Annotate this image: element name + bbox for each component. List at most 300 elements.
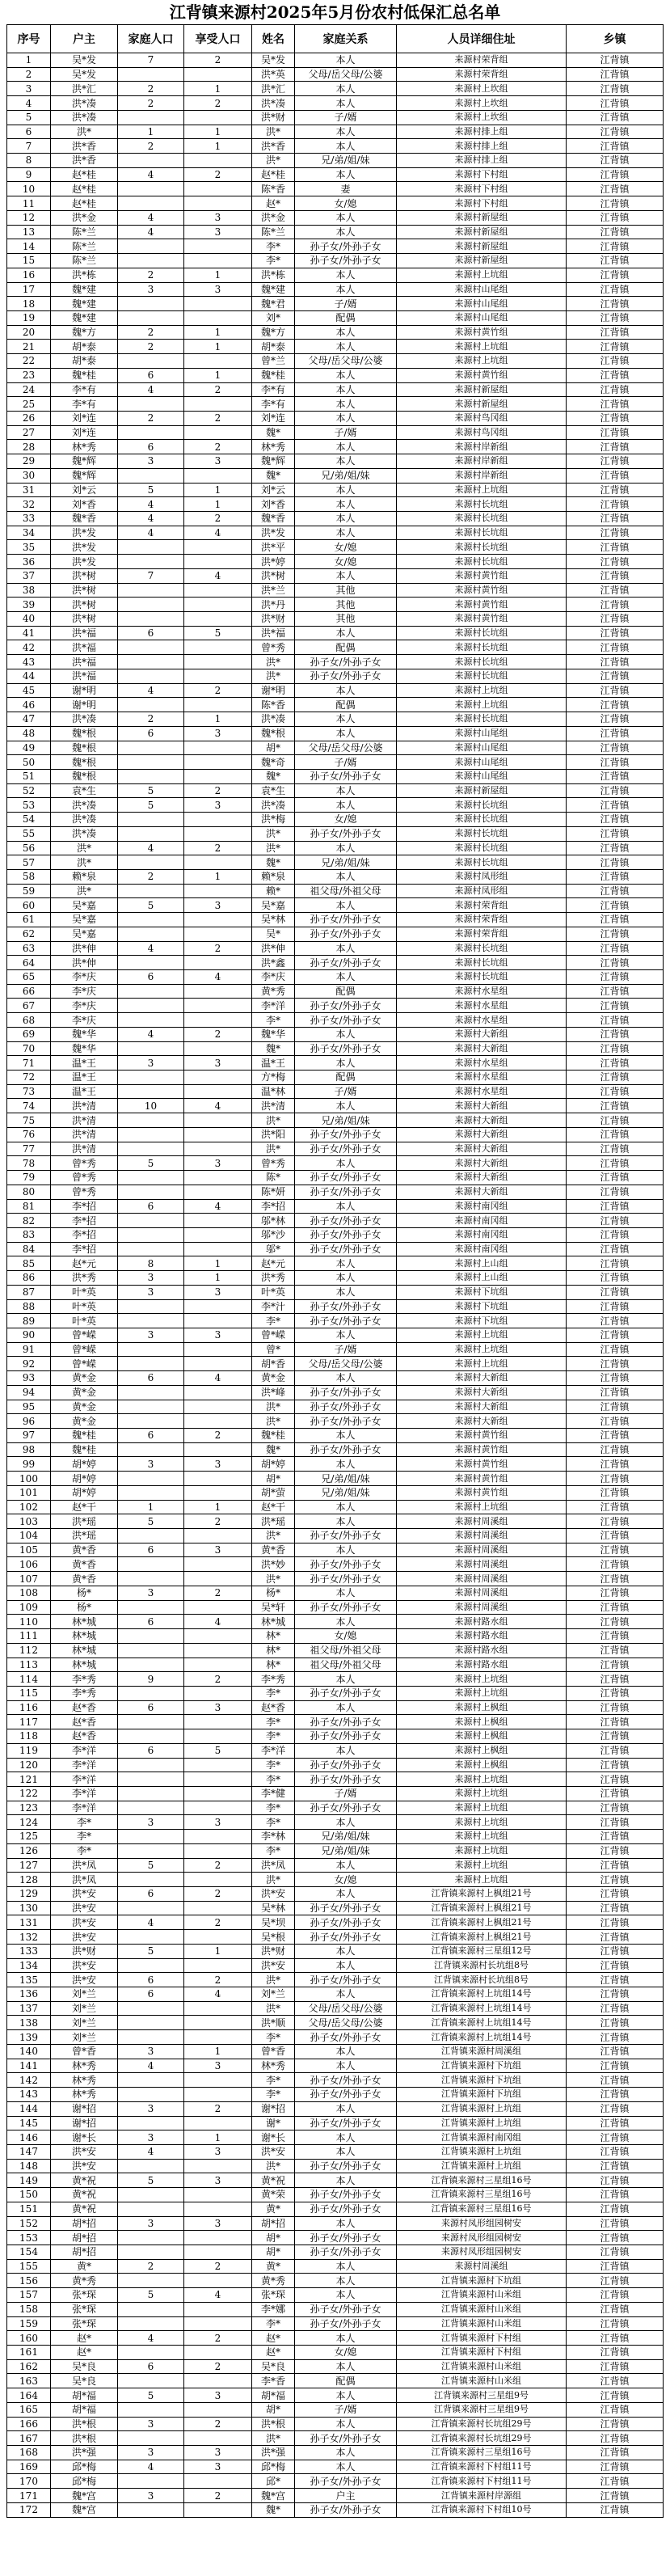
cell-relationship: 兄/弟/姐/妹 <box>295 1830 397 1844</box>
cell-beneficiary-count: 2 <box>184 382 252 397</box>
cell-index: 104 <box>7 1529 51 1543</box>
cell-relationship: 配偶 <box>295 984 397 999</box>
cell-township: 江背镇 <box>567 956 664 970</box>
cell-index: 20 <box>7 325 51 340</box>
cell-household-head: 赵*桂 <box>51 167 118 182</box>
cell-relationship: 本人 <box>295 2460 397 2474</box>
cell-name: 洪*强 <box>252 2446 295 2460</box>
cell-address: 来源村上枫组 <box>397 1729 567 1744</box>
cell-address: 来源村周溪组 <box>397 1514 567 1529</box>
cell-name: 洪*兰 <box>252 583 295 598</box>
cell-beneficiary-count <box>184 884 252 898</box>
cell-relationship: 本人 <box>295 368 397 382</box>
cell-relationship: 本人 <box>295 941 397 956</box>
cell-relationship: 孙子女/外孙子女 <box>295 1400 397 1414</box>
cell-family-size <box>118 239 184 254</box>
cell-township: 江背镇 <box>567 669 664 683</box>
cell-relationship: 其他 <box>295 583 397 598</box>
cell-address: 江背镇来源村长坑组29号 <box>397 2417 567 2431</box>
table-row <box>7 1185 664 1199</box>
cell-beneficiary-count <box>184 468 252 483</box>
cell-family-size: 5 <box>118 1156 184 1171</box>
cell-relationship: 兄/弟/姐/妹 <box>295 154 397 168</box>
cell-index: 74 <box>7 1099 51 1113</box>
header-address: 人员详细住址 <box>397 25 567 53</box>
cell-relationship: 本人 <box>295 1371 397 1386</box>
cell-township: 江背镇 <box>567 2460 664 2474</box>
cell-name: 魏* <box>252 2502 295 2517</box>
cell-address: 江背镇来源村下村组 <box>397 2331 567 2346</box>
cell-family-size: 6 <box>118 1543 184 1557</box>
table-row <box>7 869 664 884</box>
cell-address: 来源村路水组 <box>397 1615 567 1629</box>
cell-family-size <box>118 2316 184 2331</box>
cell-name: 温*王 <box>252 1056 295 1071</box>
cell-name: 李* <box>252 1815 295 1830</box>
table-row <box>7 970 664 985</box>
cell-relationship: 孙子女/外孙子女 <box>295 1414 397 1429</box>
cell-name: 洪*凑 <box>252 712 295 727</box>
cell-name: 李* <box>252 1686 295 1700</box>
cell-index: 132 <box>7 1930 51 1945</box>
cell-relationship: 孙子女/外孙子女 <box>295 2231 397 2245</box>
cell-address: 来源村上坑组 <box>397 1342 567 1357</box>
cell-household-head: 魏*宫 <box>51 2489 118 2503</box>
cell-index: 98 <box>7 1442 51 1457</box>
table-row <box>7 2288 664 2303</box>
cell-index: 67 <box>7 999 51 1013</box>
cell-name: 吴*林 <box>252 913 295 927</box>
table-row <box>7 1299 664 1314</box>
cell-address: 来源村新屋组 <box>397 397 567 412</box>
cell-index: 32 <box>7 497 51 512</box>
table-row <box>7 1371 664 1386</box>
cell-address: 来源村上坑组 <box>397 1858 567 1873</box>
table-row <box>7 254 664 268</box>
cell-township: 江背镇 <box>567 1958 664 1973</box>
cell-household-head: 李*秀 <box>51 1686 118 1700</box>
cell-family-size: 6 <box>118 726 184 741</box>
table-row <box>7 841 664 855</box>
cell-family-size <box>118 583 184 598</box>
cell-township: 江背镇 <box>567 2059 664 2073</box>
cell-name: 魏* <box>252 769 295 783</box>
cell-beneficiary-count <box>184 1357 252 1371</box>
cell-name: 赖* <box>252 884 295 898</box>
cell-beneficiary-count: 2 <box>184 2101 252 2116</box>
cell-household-head: 黄*金 <box>51 1400 118 1414</box>
cell-address: 来源村上坑组 <box>397 683 567 698</box>
cell-household-head: 黄*祝 <box>51 2188 118 2202</box>
cell-household-head: 谢*长 <box>51 2130 118 2145</box>
cell-index: 147 <box>7 2144 51 2159</box>
cell-index: 61 <box>7 913 51 927</box>
cell-beneficiary-count: 2 <box>184 1514 252 1529</box>
cell-relationship: 孙子女/外孙子女 <box>295 999 397 1013</box>
cell-address: 江背镇来源村上坑组 <box>397 2116 567 2130</box>
table-row <box>7 210 664 225</box>
cell-address: 来源村上坑组 <box>397 1873 567 1887</box>
cell-relationship: 妻 <box>295 182 397 196</box>
page-title: 江背镇来源村2025年5月份农村低保汇总名单 <box>169 2 501 22</box>
cell-beneficiary-count <box>184 2073 252 2088</box>
cell-relationship: 本人 <box>295 2173 397 2188</box>
cell-address: 江背镇来源村下坑组 <box>397 2088 567 2102</box>
table-row <box>7 2460 664 2474</box>
cell-family-size: 4 <box>118 2144 184 2159</box>
cell-household-head: 魏*辉 <box>51 454 118 469</box>
cell-name: 李* <box>252 1314 295 1328</box>
cell-beneficiary-count <box>184 540 252 555</box>
cell-index: 143 <box>7 2088 51 2102</box>
table-row <box>7 956 664 970</box>
cell-township: 江背镇 <box>567 555 664 569</box>
cell-index: 90 <box>7 1328 51 1342</box>
cell-address: 来源村新屋组 <box>397 254 567 268</box>
cell-beneficiary-count <box>184 1041 252 1056</box>
cell-beneficiary-count <box>184 425 252 440</box>
cell-beneficiary-count <box>184 984 252 999</box>
cell-name: 洪*财 <box>252 1944 295 1958</box>
table-row <box>7 1743 664 1758</box>
cell-family-size: 5 <box>118 2173 184 2188</box>
cell-index: 138 <box>7 2016 51 2030</box>
cell-address: 来源村山尾组 <box>397 755 567 770</box>
cell-household-head: 洪*福 <box>51 655 118 669</box>
cell-beneficiary-count: 4 <box>184 1371 252 1386</box>
cell-household-head: 黄* <box>51 2259 118 2274</box>
cell-address: 来源村黄竹组 <box>397 368 567 382</box>
table-row <box>7 440 664 454</box>
table-row <box>7 1199 664 1214</box>
table-row <box>7 454 664 469</box>
cell-household-head: 吴*嘉 <box>51 927 118 941</box>
cell-township: 江背镇 <box>567 898 664 913</box>
table-row <box>7 769 664 783</box>
cell-name: 洪* <box>252 2431 295 2446</box>
cell-beneficiary-count: 1 <box>184 869 252 884</box>
cell-index: 105 <box>7 1543 51 1557</box>
table-row <box>7 125 664 139</box>
cell-relationship: 孙子女/外孙子女 <box>295 1930 397 1945</box>
table-row <box>7 2101 664 2116</box>
cell-township: 江背镇 <box>567 1400 664 1414</box>
cell-household-head: 洪*凑 <box>51 826 118 841</box>
header-township: 乡镇 <box>567 25 664 53</box>
cell-household-head: 洪*凤 <box>51 1873 118 1887</box>
cell-beneficiary-count <box>184 1658 252 1672</box>
cell-beneficiary-count: 3 <box>184 2388 252 2403</box>
cell-beneficiary-count <box>184 999 252 1013</box>
cell-household-head: 洪*清 <box>51 1127 118 1142</box>
cell-household-head: 林*城 <box>51 1658 118 1672</box>
cell-family-size: 2 <box>118 268 184 282</box>
cell-relationship: 子/婿 <box>295 297 397 311</box>
cell-relationship: 孙子女/外孙子女 <box>295 1214 397 1228</box>
table-row <box>7 1171 664 1185</box>
cell-family-size: 7 <box>118 53 184 68</box>
cell-name: 曾*香 <box>252 2044 295 2059</box>
cell-address: 江背镇来源村上枫组21号 <box>397 1887 567 1902</box>
cell-township: 江背镇 <box>567 354 664 369</box>
cell-beneficiary-count <box>184 813 252 827</box>
cell-name: 洪* <box>252 1142 295 1156</box>
cell-address: 来源村周溪组 <box>397 1529 567 1543</box>
cell-township: 江背镇 <box>567 2030 664 2045</box>
cell-relationship: 本人 <box>295 970 397 985</box>
cell-address: 来源村上坑组 <box>397 1786 567 1801</box>
cell-address: 江背镇来源村南冈组 <box>397 2130 567 2145</box>
cell-township: 江背镇 <box>567 1285 664 1299</box>
table-row <box>7 640 664 655</box>
cell-name: 洪* <box>252 826 295 841</box>
cell-beneficiary-count: 3 <box>184 282 252 297</box>
cell-family-size: 3 <box>118 2489 184 2503</box>
cell-household-head: 洪*清 <box>51 1099 118 1113</box>
cell-address: 来源村周溪组 <box>397 1600 567 1615</box>
cell-beneficiary-count: 3 <box>184 1156 252 1171</box>
cell-name: 林* <box>252 1658 295 1672</box>
cell-relationship: 孙子女/外孙子女 <box>295 1557 397 1572</box>
cell-township: 江背镇 <box>567 1729 664 1744</box>
cell-township: 江背镇 <box>567 2202 664 2216</box>
cell-family-size <box>118 297 184 311</box>
table-row <box>7 855 664 870</box>
cell-beneficiary-count <box>184 1171 252 1185</box>
cell-beneficiary-count <box>184 1013 252 1028</box>
cell-name: 李*林 <box>252 1830 295 1844</box>
cell-family-size: 4 <box>118 225 184 239</box>
cell-address: 来源村上坎组 <box>397 82 567 96</box>
cell-beneficiary-count <box>184 1113 252 1128</box>
cell-index: 125 <box>7 1830 51 1844</box>
cell-beneficiary-count <box>184 2474 252 2489</box>
cell-index: 95 <box>7 1400 51 1414</box>
cell-name: 黄*香 <box>252 1543 295 1557</box>
table-row <box>7 1385 664 1400</box>
cell-beneficiary-count: 2 <box>184 841 252 855</box>
cell-household-head: 李*庆 <box>51 984 118 999</box>
cell-address: 来源村荣背组 <box>397 927 567 941</box>
cell-beneficiary-count: 1 <box>184 82 252 96</box>
cell-household-head: 洪*清 <box>51 1113 118 1128</box>
cell-name: 洪*婷 <box>252 555 295 569</box>
cell-index: 60 <box>7 898 51 913</box>
cell-beneficiary-count <box>184 354 252 369</box>
cell-household-head: 杨* <box>51 1600 118 1615</box>
cell-family-size: 3 <box>118 1271 184 1286</box>
cell-beneficiary-count <box>184 2030 252 2045</box>
cell-address: 江背镇来源村三星组16号 <box>397 2446 567 2460</box>
cell-address: 来源村长坑组 <box>397 941 567 956</box>
table-row <box>7 813 664 827</box>
cell-township: 江背镇 <box>567 1027 664 1041</box>
cell-beneficiary-count <box>184 1600 252 1615</box>
cell-address: 来源村长坑组 <box>397 540 567 555</box>
cell-township: 江背镇 <box>567 1171 664 1185</box>
cell-household-head: 洪*安 <box>51 2159 118 2173</box>
cell-index: 124 <box>7 1815 51 1830</box>
cell-name: 洪*根 <box>252 2417 295 2431</box>
cell-household-head: 洪*栋 <box>51 268 118 282</box>
cell-household-head: 张*琛 <box>51 2288 118 2303</box>
cell-township: 江背镇 <box>567 540 664 555</box>
cell-index: 162 <box>7 2359 51 2374</box>
cell-household-head: 刘*连 <box>51 411 118 425</box>
cell-relationship: 本人 <box>295 1256 397 1271</box>
table-row <box>7 2474 664 2489</box>
cell-household-head: 洪*福 <box>51 626 118 640</box>
cell-beneficiary-count <box>184 1958 252 1973</box>
table-row <box>7 1586 664 1600</box>
cell-name: 洪*清 <box>252 1099 295 1113</box>
cell-family-size <box>118 2030 184 2045</box>
cell-address: 江背镇来源村下坑组 <box>397 2274 567 2288</box>
cell-index: 131 <box>7 1915 51 1930</box>
cell-relationship: 本人 <box>295 783 397 798</box>
table-row <box>7 397 664 412</box>
cell-beneficiary-count: 1 <box>184 1256 252 1271</box>
subsidy-table <box>6 24 664 2518</box>
cell-relationship: 本人 <box>295 798 397 813</box>
cell-beneficiary-count: 3 <box>184 1815 252 1830</box>
cell-address: 来源村长坑组 <box>397 970 567 985</box>
table-row <box>7 2274 664 2288</box>
cell-name: 胡*萤 <box>252 1485 295 1500</box>
cell-index: 83 <box>7 1227 51 1242</box>
cell-family-size: 2 <box>118 712 184 727</box>
table-row <box>7 1156 664 1171</box>
table-row <box>7 53 664 68</box>
cell-township: 江背镇 <box>567 855 664 870</box>
cell-beneficiary-count: 2 <box>184 783 252 798</box>
cell-family-size: 2 <box>118 2259 184 2274</box>
cell-family-size: 6 <box>118 1429 184 1443</box>
cell-index: 41 <box>7 626 51 640</box>
cell-index: 34 <box>7 526 51 540</box>
cell-beneficiary-count <box>184 1729 252 1744</box>
cell-index: 101 <box>7 1485 51 1500</box>
cell-township: 江背镇 <box>567 282 664 297</box>
cell-index: 4 <box>7 96 51 111</box>
cell-family-size <box>118 110 184 125</box>
cell-beneficiary-count <box>184 640 252 655</box>
cell-family-size: 5 <box>118 483 184 497</box>
cell-township: 江背镇 <box>567 1873 664 1887</box>
cell-family-size <box>118 182 184 196</box>
cell-index: 75 <box>7 1113 51 1128</box>
table-row <box>7 468 664 483</box>
cell-index: 127 <box>7 1858 51 1873</box>
cell-address: 来源村上枫组 <box>397 1743 567 1758</box>
cell-beneficiary-count: 1 <box>184 268 252 282</box>
table-row <box>7 1500 664 1514</box>
cell-family-size <box>118 1715 184 1729</box>
cell-beneficiary-count <box>184 769 252 783</box>
cell-relationship: 孙子女/外孙子女 <box>295 655 397 669</box>
cell-township: 江背镇 <box>567 1414 664 1429</box>
cell-relationship: 本人 <box>295 2359 397 2374</box>
cell-name: 邬*林 <box>252 1214 295 1228</box>
cell-name: 洪*秀 <box>252 1271 295 1286</box>
cell-township: 江背镇 <box>567 2388 664 2403</box>
cell-index: 70 <box>7 1041 51 1056</box>
cell-household-head: 魏*宫 <box>51 2502 118 2517</box>
cell-household-head: 洪*秀 <box>51 1271 118 1286</box>
cell-household-head: 刘*兰 <box>51 2001 118 2016</box>
cell-township: 江背镇 <box>567 726 664 741</box>
cell-household-head: 洪*金 <box>51 210 118 225</box>
cell-family-size <box>118 1843 184 1858</box>
cell-beneficiary-count: 3 <box>184 2059 252 2073</box>
cell-name: 胡*泰 <box>252 340 295 354</box>
cell-family-size <box>118 2502 184 2517</box>
cell-address: 来源村上坑组 <box>397 698 567 712</box>
table-row <box>7 96 664 111</box>
cell-township: 江背镇 <box>567 483 664 497</box>
cell-family-size <box>118 1127 184 1142</box>
cell-beneficiary-count <box>184 1084 252 1099</box>
cell-index: 111 <box>7 1629 51 1644</box>
cell-beneficiary-count <box>184 583 252 598</box>
cell-household-head: 魏*桂 <box>51 1442 118 1457</box>
cell-family-size <box>118 1113 184 1128</box>
cell-address: 来源村上坎组 <box>397 96 567 111</box>
cell-household-head: 李*有 <box>51 397 118 412</box>
cell-index: 135 <box>7 1973 51 1987</box>
table-row <box>7 411 664 425</box>
cell-relationship: 孙子女/外孙子女 <box>295 2502 397 2517</box>
cell-township: 江背镇 <box>567 154 664 168</box>
cell-beneficiary-count <box>184 67 252 82</box>
cell-township: 江背镇 <box>567 927 664 941</box>
cell-township: 江背镇 <box>567 1214 664 1228</box>
table-row <box>7 1485 664 1500</box>
cell-relationship: 孙子女/外孙子女 <box>295 1572 397 1586</box>
cell-household-head: 刘*兰 <box>51 2016 118 2030</box>
cell-township: 江背镇 <box>567 2216 664 2231</box>
cell-name: 魏*桂 <box>252 1429 295 1443</box>
cell-family-size <box>118 1185 184 1199</box>
table-row <box>7 826 664 841</box>
cell-index: 14 <box>7 239 51 254</box>
cell-address: 江背镇来源村上坑组 <box>397 2144 567 2159</box>
table-row <box>7 1328 664 1342</box>
cell-family-size <box>118 1472 184 1486</box>
cell-index: 36 <box>7 555 51 569</box>
cell-household-head: 李*有 <box>51 382 118 397</box>
cell-township: 江背镇 <box>567 698 664 712</box>
table-row <box>7 913 664 927</box>
cell-address: 来源村凤形组 <box>397 884 567 898</box>
cell-beneficiary-count <box>184 2116 252 2130</box>
cell-name: 胡*婷 <box>252 1457 295 1472</box>
cell-township: 江背镇 <box>567 884 664 898</box>
cell-township: 江背镇 <box>567 2144 664 2159</box>
cell-beneficiary-count: 3 <box>184 1457 252 1472</box>
cell-relationship: 孙子女/外孙子女 <box>295 1973 397 1987</box>
cell-township: 江背镇 <box>567 2244 664 2259</box>
cell-relationship: 本人 <box>295 1887 397 1902</box>
cell-address: 来源村上枫组 <box>397 1715 567 1729</box>
cell-household-head: 陈*兰 <box>51 254 118 268</box>
cell-household-head: 刘*连 <box>51 425 118 440</box>
cell-household-head: 洪*清 <box>51 1142 118 1156</box>
cell-beneficiary-count: 2 <box>184 2489 252 2503</box>
cell-name: 魏*香 <box>252 512 295 526</box>
cell-family-size: 4 <box>118 497 184 512</box>
cell-family-size <box>118 956 184 970</box>
